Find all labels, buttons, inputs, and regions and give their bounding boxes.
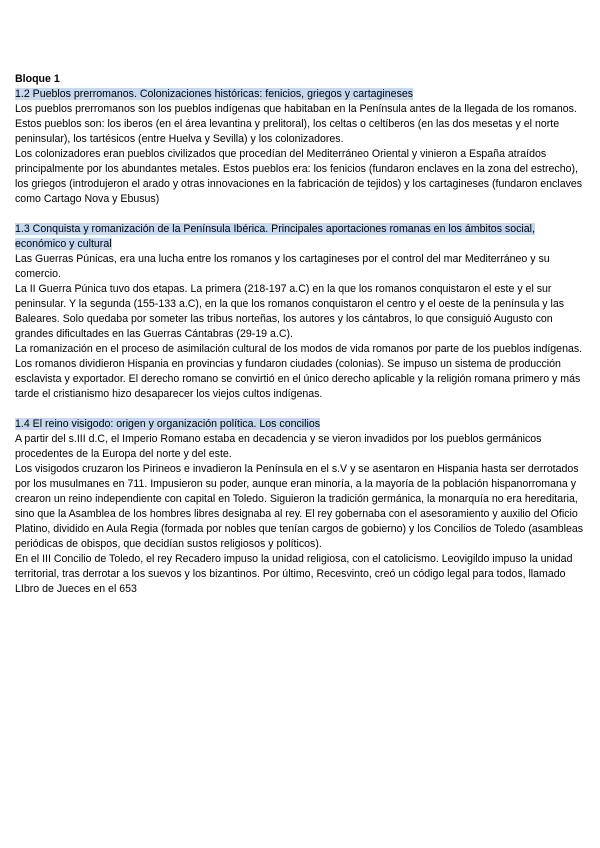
- section-heading-text: 1.3 Conquista y romanización de la Península Ibérica. Principales aportaciones romanas en los ámbitos social, económico y cultural: [15, 223, 535, 250]
- paragraph: Los pueblos prerromanos son los pueblos indígenas que habitaban en la Península antes de la llegada de los romanos. Estos pueblos son: los iberos (en el área levantina y prelitoral), los celtas o celtíberos (en las dos mesetas y el norte peninsular), los tartésicos (entre Huelva y Sevilla) y los colonizadores.: [15, 103, 577, 145]
- section-heading: [15, 87, 587, 102]
- section-pueblos-prerromanos: [15, 87, 587, 207]
- section-reino-visigodo: [15, 417, 587, 597]
- paragraph: En el III Concilio de Toledo, el rey Recadero impuso la unidad religiosa, con el catolicismo. Leovigildo impuso la unidad territorial, tras derrotar a los suevos y los bizantinos. Por último, Recesvinto, creó un código legal para todos, llamado LIbro de Jueces en el 653: [15, 553, 573, 595]
- section-heading-text: 1.4 El reino visigodo: origen y organización política. Los concilios: [15, 418, 321, 430]
- section-heading-text: 1.2 Pueblos prerromanos. Colonizaciones históricas: fenicios, griegos y cartagineses: [15, 88, 414, 100]
- paragraph: Las Guerras Púnicas, era una lucha entre los romanos y los cartagineses por el control del mar Mediterráneo y su comercio.: [15, 253, 550, 280]
- paragraph: Los colonizadores eran pueblos civilizados que procedían del Mediterráneo Oriental y vinieron a España atraídos principalmente por los abundantes metales. Estos pueblos era: los fenicios (fundaron enclaves en la zona del estrecho), los griegos (introdujeron el arado y otras innovaciones en la fabricación de tejidos) y los cartagineses (fundaron enclaves como Cartago Nova y Ebusus): [15, 148, 583, 205]
- block-title: Bloque 1: [15, 73, 60, 85]
- paragraph: Los visigodos cruzaron los Pirineos e invadieron la Península en el s.V y se asentaron en Hispania hasta ser derrotados por los musulmanes en 711. Impusieron su poder, aunque eran minoría, a la mayoría de la población hispanorromana y crearon un reino independiente con capital en Toledo. Siguieron la tradición germánica, la monarquía no era hereditaria, sino que la Asamblea de los hombres libres designaba al rey. El rey gobernaba con el asesoramiento y auxilio del Oficio Platino, dividido en Aula Regia (formada por nobles que tenían cargos de gobierno) y los Concilios de Toledo (asambleas periódicas de obispos, que decidían sustos religiosos y políticos).: [15, 463, 584, 550]
- document-page: [15, 72, 587, 612]
- paragraph: La II Guerra Púnica tuvo dos etapas. La primera (218-197 a.C) en la que los romanos conquistaron el este y el sur peninsular. Y la segunda (155-133 a.C), en la que los romanos conquistaron el centro y el oeste de la península y las Baleares. Solo quedaba por someter las tribus norteñas, los autores y los cántabros, lo que consiguió Augusto con grandes dificultades en las Guerras Cántabras (29-19 a.C).: [15, 283, 565, 340]
- section-romanizacion: [15, 222, 587, 402]
- section-heading: [15, 222, 587, 252]
- section-heading: [15, 417, 587, 432]
- paragraph: La romanización en el proceso de asimilación cultural de los modos de vida romanos por parte de los pueblos indígenas. Los romanos dividieron Hispania en provincias y fundaron ciudades (colonias). Se impuso un sistema de producción esclavista y exportador. El derecho romano se convirtió en el único derecho aplicable y la religión romana primero y más tarde el cristianismo hizo desaparecer los viejos cultos indígenas.: [15, 343, 583, 400]
- paragraph: A partir del s.III d.C, el Imperio Romano estaba en decadencia y se vieron invadidos por los pueblos germánicos procedentes de la Europa del norte y del este.: [15, 433, 542, 460]
